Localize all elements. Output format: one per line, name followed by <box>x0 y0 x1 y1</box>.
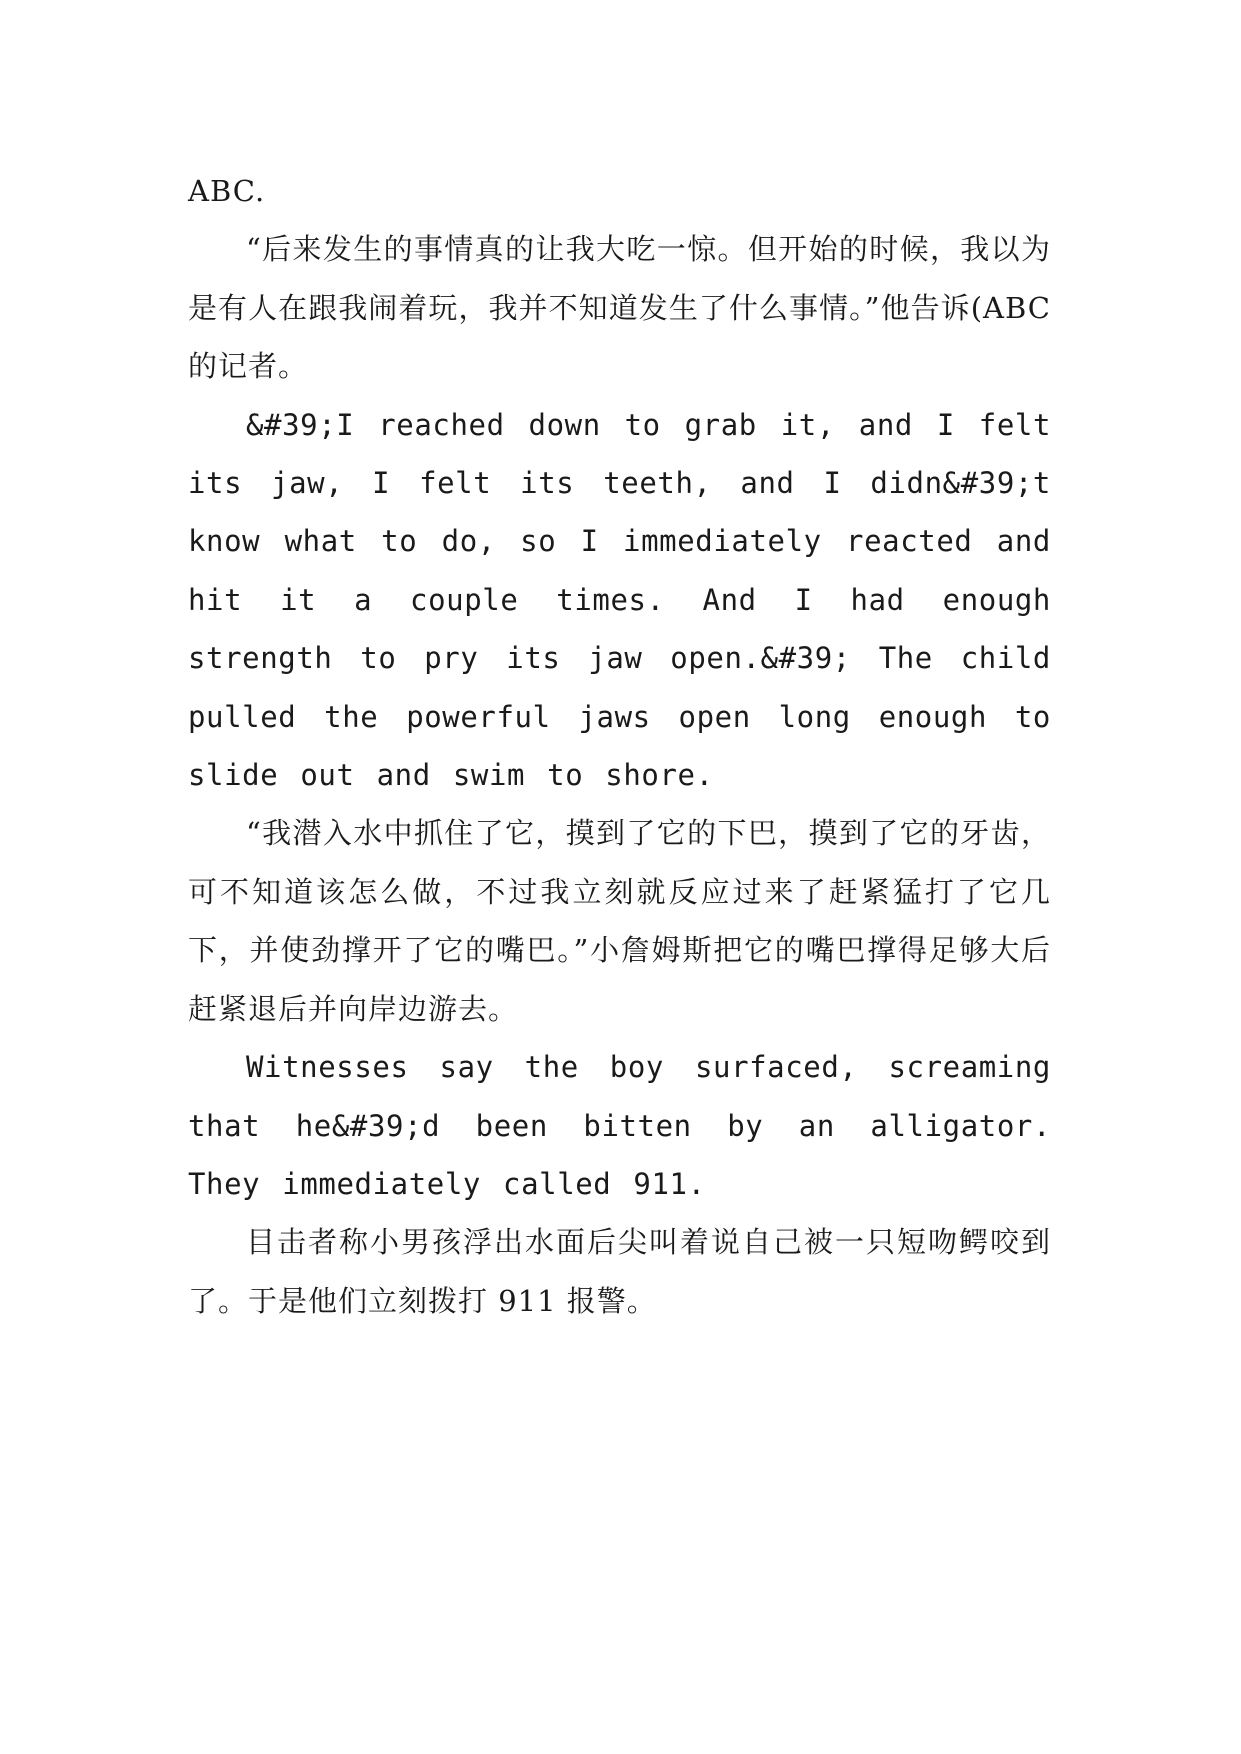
document-body <box>188 162 1051 1330</box>
paragraph-english-witnesses: Witnesses say the boy surfaced, screaming that he&#39;d been bitten by an alligator. They immediately called 911. <box>188 1050 1051 1201</box>
paragraph-abc-continuation: ABC. <box>188 174 266 208</box>
paragraph-chinese-quote-1: “后来发生的事情真的让我大吃一惊。但开始的时候，我以为是有人在跟我闹着玩，我并不知道发生了什么事情。”他告诉(ABC 的记者。 <box>188 232 1051 384</box>
paragraph-english-quote: &#39;I reached down to grab it, and I felt its jaw, I felt its teeth, and I didn&#39;t know what to do, so I immediately reacted and hit it a couple times. And I had enough strength to pry its jaw open.&#39; The child pulled the powerful jaws open long enough to slide out and swim to shore. <box>188 407 1051 793</box>
paragraph-chinese-witnesses: 目击者称小男孩浮出水面后尖叫着说自己被一只短吻鳄咬到了。于是他们立刻拨打 911 报警。 <box>188 1225 1051 1318</box>
paragraph-chinese-quote-2: “我潜入水中抓住了它，摸到了它的下巴，摸到了它的牙齿，可不知道该怎么做，不过我立刻就反应过来了赶紧猛打了它几下，并使劲撑开了它的嘴巴。”小詹姆斯把它的嘴巴撑得足够大后赶紧退后并向岸边游去。 <box>188 816 1051 1026</box>
